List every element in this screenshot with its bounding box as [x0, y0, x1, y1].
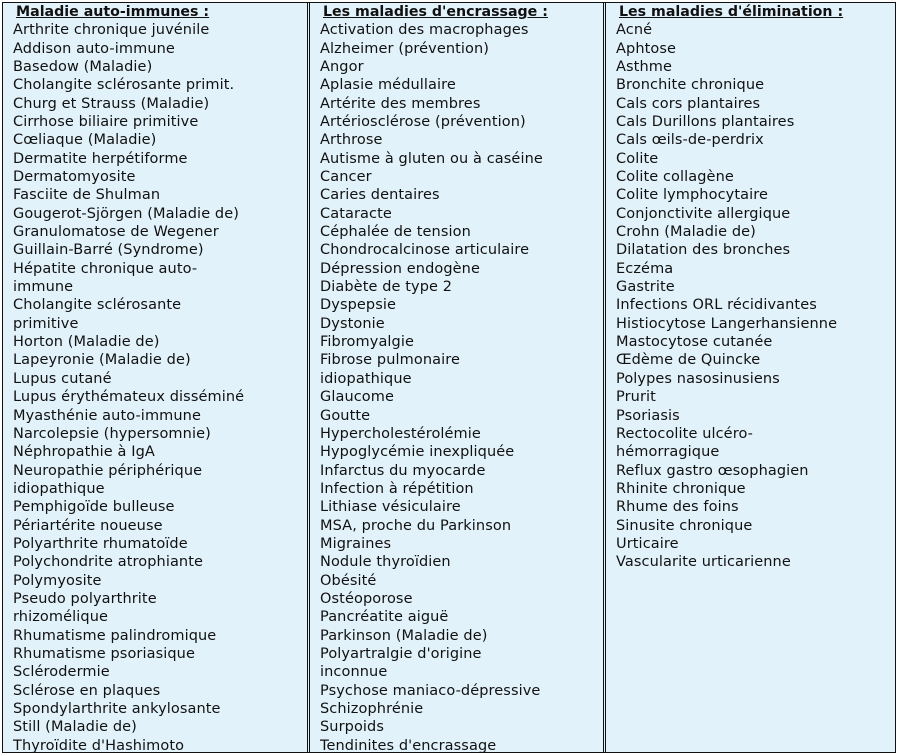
list-item: inconnue — [320, 664, 388, 681]
list-item: Lithiase vésiculaire — [320, 499, 461, 516]
list-item: Alzheimer (prévention) — [320, 40, 490, 57]
list-item: Polymyosite — [13, 572, 102, 589]
list-item: Cœliaque (Maladie) — [13, 132, 157, 149]
list-item: idiopathique — [13, 480, 105, 497]
list-item: Crohn (Maladie de) — [616, 224, 756, 241]
list-item: Infections ORL récidivantes — [616, 297, 817, 314]
list-item: Neuropathie périphérique — [13, 462, 203, 479]
list-item: Goutte — [320, 407, 371, 424]
list-item: Chondrocalcinose articulaire — [320, 242, 530, 259]
list-item: Dermatite herpétiforme — [13, 150, 188, 167]
list-item: Urticaire — [616, 535, 679, 552]
list-item: Horton (Maladie de) — [13, 334, 160, 351]
list-item: Arthrose — [320, 132, 383, 149]
list-item: Périartérite noueuse — [13, 517, 163, 534]
list-item: Mastocytose cutanée — [616, 334, 773, 351]
list-item: Eczéma — [616, 260, 674, 277]
list-item: Rectocolite ulcéro- — [616, 425, 754, 442]
list-item: Diabète de type 2 — [320, 279, 453, 296]
list-item: Rhinite chronique — [616, 480, 746, 497]
disease-table — [2, 2, 896, 753]
list-item: Narcolepsie (hypersomnie) — [13, 425, 211, 442]
list-item: Fibrose pulmonaire — [320, 352, 461, 369]
column-header: Les maladies d'encrassage : — [323, 4, 548, 20]
list-item: Basedow (Maladie) — [13, 58, 153, 75]
list-item: Reflux gastro œsophagien — [616, 462, 809, 479]
list-item: Vascularite urticarienne — [616, 554, 791, 571]
list-item: Autisme à gluten ou à caséine — [320, 150, 543, 167]
list-item: Histiocytose Langerhansienne — [616, 315, 838, 332]
list-item: Polyartralgie d'origine — [320, 645, 482, 662]
list-item: Artériosclérose (prévention) — [320, 114, 526, 131]
list-item: Arthrite chronique juvénile — [13, 22, 210, 39]
list-item: Rhumatisme palindromique — [13, 627, 217, 644]
list-item: Nodule thyroïdien — [320, 554, 451, 571]
list-item: Sclérodermie — [13, 664, 110, 681]
list-item: Hypercholestérolémie — [320, 425, 481, 442]
disease-list — [13, 21, 307, 752]
list-item: Psychose maniaco-dépressive — [320, 682, 541, 699]
list-item: Artérite des membres — [320, 95, 481, 112]
list-item: Angor — [320, 58, 364, 75]
list-item: Acné — [616, 22, 653, 39]
column-header: Les maladies d'élimination : — [619, 4, 844, 20]
list-item: Dermatomyosite — [13, 169, 136, 186]
list-item: Activation des macrophages — [320, 22, 529, 39]
column-encrassage — [307, 3, 603, 752]
list-item: Bronchite chronique — [616, 77, 765, 94]
list-item: Polychondrite atrophiante — [13, 554, 204, 571]
list-item: Addison auto-immune — [13, 40, 175, 57]
column-elimination — [603, 3, 895, 752]
list-item: Infarctus du myocarde — [320, 462, 486, 479]
list-item: Dystonie — [320, 315, 385, 332]
list-item: Lapeyronie (Maladie de) — [13, 352, 191, 369]
list-item: Néphropathie à IgA — [13, 444, 155, 461]
list-item: Still (Maladie de) — [13, 719, 137, 736]
list-item: Hypoglycémie inexpliquée — [320, 444, 515, 461]
list-item: Cirrhose biliaire primitive — [13, 114, 199, 131]
list-item: Fasciite de Shulman — [13, 187, 161, 204]
list-item: Asthme — [616, 58, 672, 75]
list-item: Dilatation des bronches — [616, 242, 791, 259]
list-item: Colite collagène — [616, 169, 734, 186]
list-item: Cholangite sclérosante — [13, 297, 182, 314]
list-item: Caries dentaires — [320, 187, 440, 204]
list-item: Dyspepsie — [320, 297, 397, 314]
list-item: Céphalée de tension — [320, 224, 471, 241]
list-item: Aphtose — [616, 40, 677, 57]
list-item: Lupus érythémateux disséminé — [13, 389, 245, 406]
list-item: Cataracte — [320, 205, 392, 222]
list-item: hémorragique — [616, 444, 720, 461]
list-item: primitive — [13, 315, 79, 332]
list-item: Thyroïdite d'Hashimoto — [13, 737, 185, 752]
list-item: Colite lymphocytaire — [616, 187, 768, 204]
list-item: Prurit — [616, 389, 656, 406]
list-item: Cals cors plantaires — [616, 95, 761, 112]
list-item: Œdème de Quincke — [616, 352, 761, 369]
disease-list — [616, 21, 895, 571]
list-item: immune — [13, 279, 74, 296]
list-item: Infection à répétition — [320, 480, 474, 497]
list-item: Rhumatisme psoriasique — [13, 645, 195, 662]
list-item: Cholangite sclérosante primit. — [13, 77, 235, 94]
list-item: Myasthénie auto-immune — [13, 407, 201, 424]
list-item: Pemphigoïde bulleuse — [13, 499, 175, 516]
list-item: Sinusite chronique — [616, 517, 753, 534]
list-item: Gastrite — [616, 279, 675, 296]
list-item: Migraines — [320, 535, 392, 552]
list-item: Psoriasis — [616, 407, 680, 424]
list-item: Pancréatite aiguë — [320, 609, 449, 626]
list-item: Dépression endogène — [320, 260, 480, 277]
column-auto-immune — [3, 3, 307, 752]
list-item: Sclérose en plaques — [13, 682, 161, 699]
list-item: idiopathique — [320, 370, 412, 387]
list-item: Parkinson (Maladie de) — [320, 627, 488, 644]
list-item: Polypes nasosinusiens — [616, 370, 780, 387]
list-item: Hépatite chronique auto- — [13, 260, 198, 277]
list-item: Colite — [616, 150, 659, 167]
list-item: Cals Durillons plantaires — [616, 114, 795, 131]
list-item: Aplasie médullaire — [320, 77, 456, 94]
list-item: Surpoids — [320, 719, 385, 736]
list-item: Conjonctivite allergique — [616, 205, 791, 222]
list-item: Cals œils-de-perdrix — [616, 132, 764, 149]
list-item: Gougerot-Sjörgen (Maladie de) — [13, 205, 240, 222]
list-item: Glaucome — [320, 389, 395, 406]
list-item: Polyarthrite rhumatoïde — [13, 535, 188, 552]
column-header: Maladie auto-immunes : — [16, 4, 210, 20]
list-item: rhizomélique — [13, 609, 109, 626]
list-item: Pseudo polyarthrite — [13, 590, 157, 607]
list-item: Lupus cutané — [13, 370, 112, 387]
list-item: Fibromyalgie — [320, 334, 415, 351]
list-item: Obésité — [320, 572, 377, 589]
list-item: Granulomatose de Wegener — [13, 224, 219, 241]
disease-list — [320, 21, 603, 752]
list-item: Ostéoporose — [320, 590, 413, 607]
list-item: Cancer — [320, 169, 372, 186]
list-item: Schizophrénie — [320, 701, 424, 718]
list-item: MSA, proche du Parkinson — [320, 517, 512, 534]
list-item: Guillain-Barré (Syndrome) — [13, 242, 204, 259]
list-item: Tendinites d'encrassage — [320, 737, 497, 752]
list-item: Spondylarthrite ankylosante — [13, 701, 221, 718]
list-item: Churg et Strauss (Maladie) — [13, 95, 210, 112]
list-item: Rhume des foins — [616, 499, 739, 516]
